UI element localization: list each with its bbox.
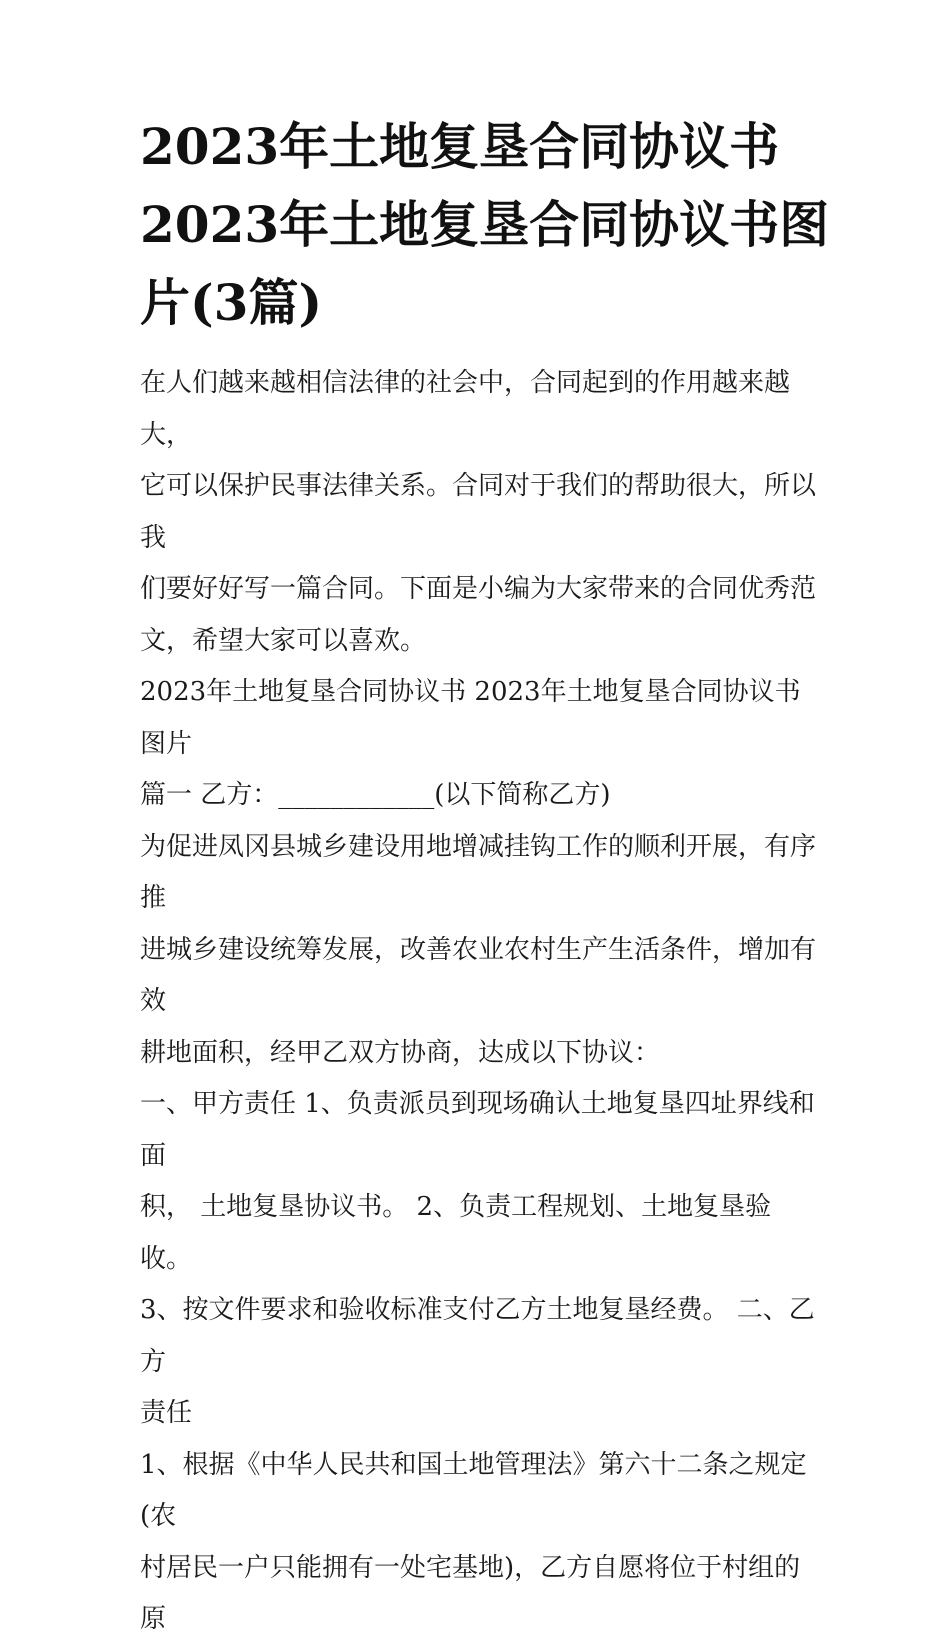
text-line: 1、根据《中华人民共和国土地管理法》第六十二条之规定(农	[140, 1449, 807, 1531]
text-line: 3、按文件要求和验收标准支付乙方土地复垦经费。 二、乙方	[140, 1295, 815, 1377]
text-line: 积， 土地复垦协议书。 2、负责工程规划、土地复垦验收。	[140, 1192, 772, 1274]
title-line: 2023年土地复垦合同协议书	[140, 117, 780, 176]
clause-paragraph	[140, 1440, 820, 1646]
text-line: 责任	[140, 1398, 193, 1428]
text-line: 耕地面积，经甲乙双方协商，达成以下协议：	[140, 1037, 661, 1068]
text-line: 2023年土地复垦合同协议书 2023年土地复垦合同协议书图片	[140, 677, 801, 759]
document-title	[140, 108, 830, 342]
text-line: 一、甲方责任 1、负责派员到现场确认土地复垦四址界线和面	[140, 1089, 815, 1171]
text-line: 村居民一户只能拥有一处宅基地)，乙方自愿将位于村组的原	[140, 1552, 801, 1634]
party-b-paragraph	[140, 770, 820, 822]
text-line: 篇一 乙方：____________(以下简称乙方)	[140, 780, 611, 810]
document-body	[140, 358, 820, 1646]
text-line: 它可以保护民事法律关系。合同对于我们的帮助很大，所以我	[140, 471, 817, 553]
responsibilities-paragraph	[140, 1079, 820, 1440]
text-line: 进城乡建设统筹发展，改善农业农村生产生活条件，增加有效	[140, 934, 817, 1016]
text-line: 在人们越来越相信法律的社会中，合同起到的作用越来越大，	[140, 368, 791, 450]
title-line: 2023年土地复垦合同协议书图	[140, 195, 830, 254]
text-line: 为促进凤冈县城乡建设用地增减挂钩工作的顺利开展，有序推	[140, 831, 817, 913]
title-line: 片(3篇)	[140, 273, 323, 332]
intro-paragraph	[140, 358, 820, 667]
subheading-paragraph	[140, 667, 820, 770]
text-line: 们要好好写一篇合同。下面是小编为大家带来的合同优秀范	[140, 574, 817, 604]
text-line: 文，希望大家可以喜欢。	[140, 625, 427, 656]
purpose-paragraph	[140, 822, 820, 1080]
